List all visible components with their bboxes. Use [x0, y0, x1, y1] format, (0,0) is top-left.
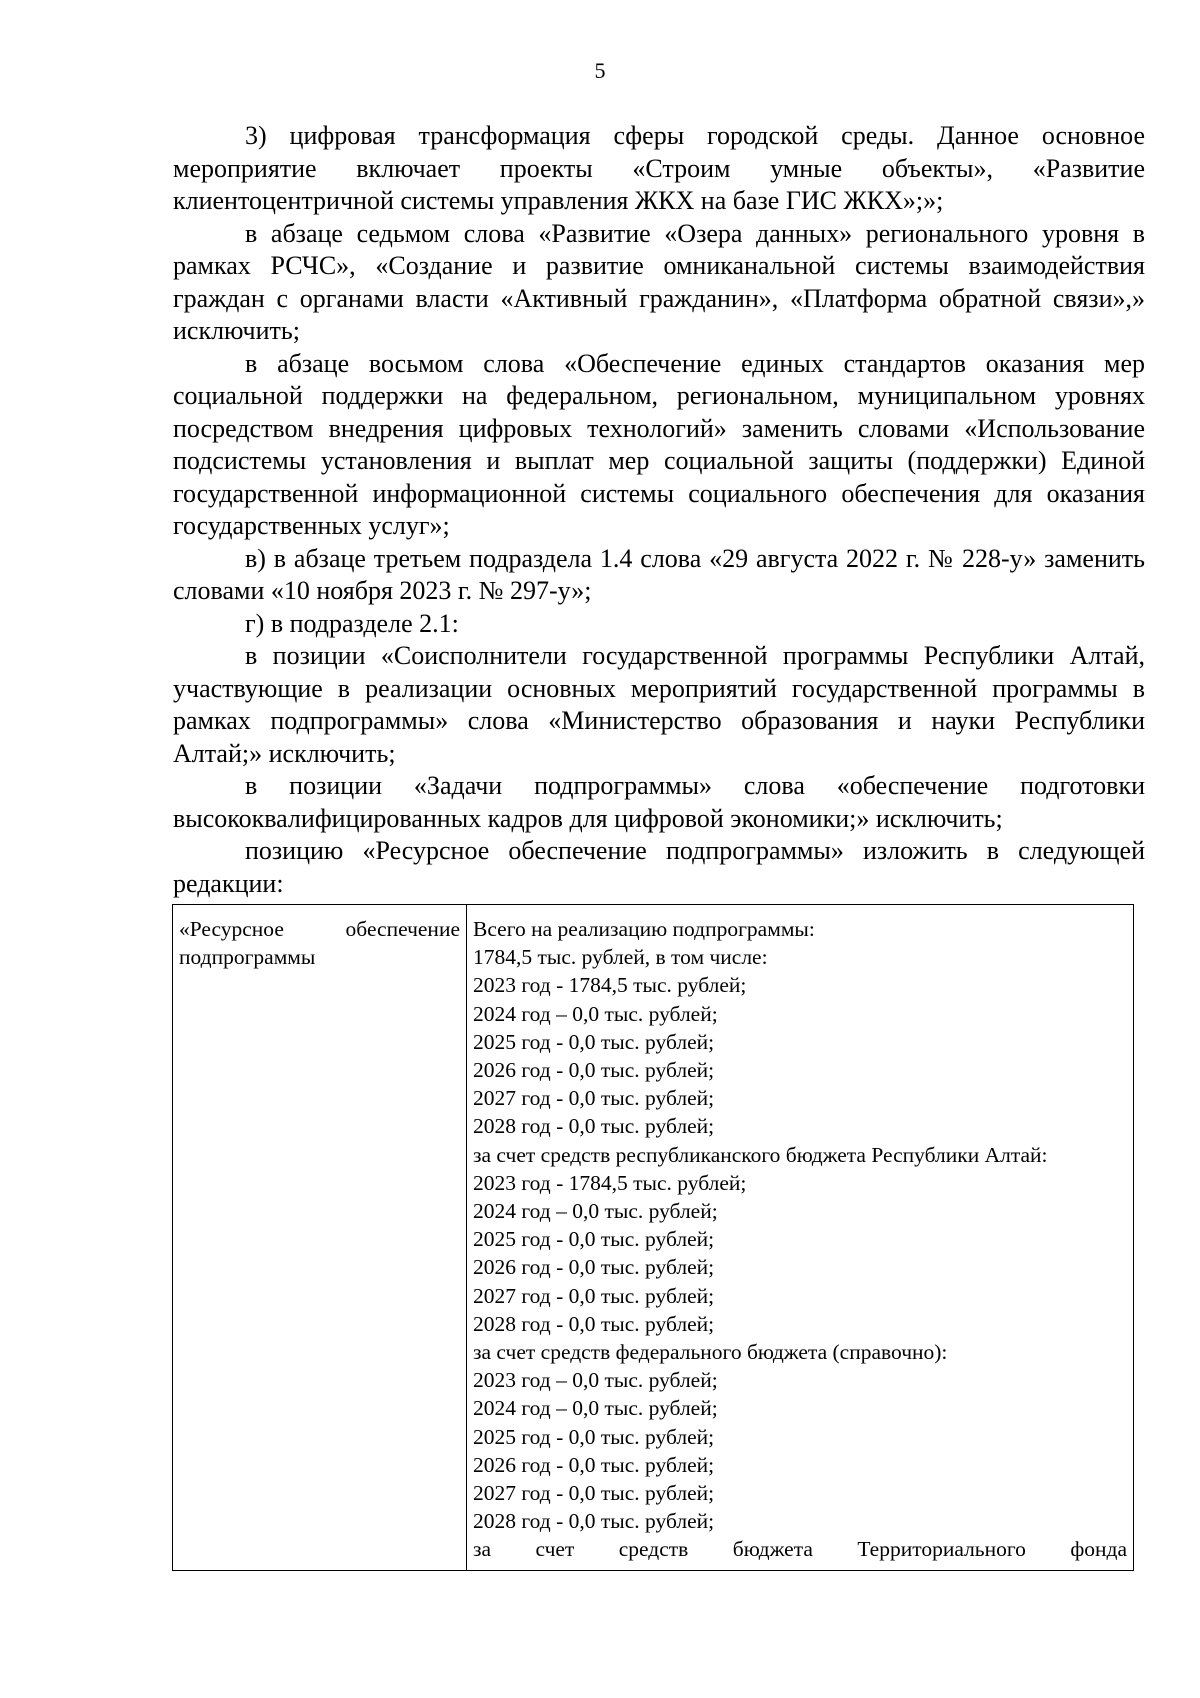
page-number: 5 [594, 58, 606, 83]
paragraph-seventh-clause-amendment: в абзаце седьмом слова «Развитие «Озера данных» регионального уровня в рамках РСЧС», «Создание и развитие омниканальной системы взаимодействия граждан с органами власти «Активный гражданин», «Платформа обратной связи»,» исключить; [173, 218, 1145, 345]
funding-line: 1784,5 тыс. рублей, в том числе: [473, 945, 768, 970]
paragraph-subsection-2-1-heading: г) в подразделе 2.1: [245, 608, 459, 638]
funding-line: 2028 год - 0,0 тыс. рублей; [473, 1114, 715, 1139]
paragraph-tasks-amendment: в позиции «Задачи подпрограммы» слова «обеспечение подготовки высококвалифицированных кадров для цифровой экономики;» исключить; [173, 771, 1145, 833]
funding-line: 2027 год - 0,0 тыс. рублей; [473, 1481, 715, 1506]
funding-line: 2027 год - 0,0 тыс. рублей; [473, 1283, 715, 1308]
paragraph-eighth-clause-amendment: в абзаце восьмом слова «Обеспечение единых стандартов оказания мер социальной поддержки на федеральном, региональном, муниципальном уровнях посредством внедрения цифровых технологий» заменить словами «Использование подсистемы установления и выплат мер социальной защиты (поддержки) Единой государственной информационной системы социального обеспечения для оказания государственных услуг»; [173, 348, 1145, 540]
funding-line: 2025 год - 0,0 тыс. рублей; [473, 1424, 715, 1449]
funding-line: за счет средств федерального бюджета (справочно): [473, 1340, 948, 1365]
funding-line: 2023 год - 1784,5 тыс. рублей; [473, 1170, 747, 1195]
position-name-text: «Ресурсное обеспечение подпрограммы [179, 917, 460, 970]
paragraph-digital-urban-environment: 3) цифровая трансформация сферы городской среды. Данное основное мероприятие включает проекты «Строим умные объекты», «Развитие клиентоцентричной системы управления ЖКХ на базе ГИС ЖКХ»;»; [173, 121, 1145, 215]
table-row [173, 905, 1134, 1571]
funding-line: 2025 год - 0,0 тыс. рублей; [473, 1227, 715, 1252]
funding-line: 2024 год – 0,0 тыс. рублей; [473, 1199, 718, 1224]
resource-provision-table [172, 904, 1134, 1571]
paragraph-co-executors-amendment: в позиции «Соисполнители государственной программы Республики Алтай, участвующие в реализации основных мероприятий государственной программы в рамках подпрограммы» слова «Министерство образования и науки Республики Алтай;» исключить; [173, 641, 1145, 768]
funding-line: 2027 год - 0,0 тыс. рублей; [473, 1086, 715, 1111]
position-name-cell [173, 905, 467, 1571]
funding-line: Всего на реализацию подпрограммы: [473, 917, 815, 941]
document-body [173, 120, 1145, 900]
funding-line: 2023 год – 0,0 тыс. рублей; [473, 1368, 718, 1393]
funding-line: 2028 год - 0,0 тыс. рублей; [473, 1311, 715, 1336]
paragraph-subsection-1-4-amendment: в) в абзаце третьем подраздела 1.4 слова «29 августа 2022 г. № 228-у» заменить словами «10 ноября 2023 г. № 297-у»; [173, 543, 1145, 605]
paragraph-resource-provision-intro: позицию «Ресурсное обеспечение подпрограммы» изложить в следующей редакции: [173, 836, 1145, 898]
funding-line: 2028 год - 0,0 тыс. рублей; [473, 1509, 715, 1534]
funding-line: за счет средств республиканского бюджета Республики Алтай: [473, 1142, 1048, 1167]
funding-line: 2025 год - 0,0 тыс. рублей; [473, 1029, 715, 1054]
funding-line: за счет средств бюджета Территориального фонда [473, 1537, 1127, 1562]
funding-line: 2026 год - 0,0 тыс. рублей; [473, 1255, 715, 1280]
funding-line: 2023 год - 1784,5 тыс. рублей; [473, 973, 747, 998]
funding-details-cell [467, 905, 1134, 1571]
funding-line: 2026 год - 0,0 тыс. рублей; [473, 1452, 715, 1477]
funding-line: 2024 год – 0,0 тыс. рублей; [473, 1001, 718, 1026]
funding-line: 2024 год – 0,0 тыс. рублей; [473, 1396, 718, 1421]
funding-line: 2026 год - 0,0 тыс. рублей; [473, 1058, 715, 1083]
